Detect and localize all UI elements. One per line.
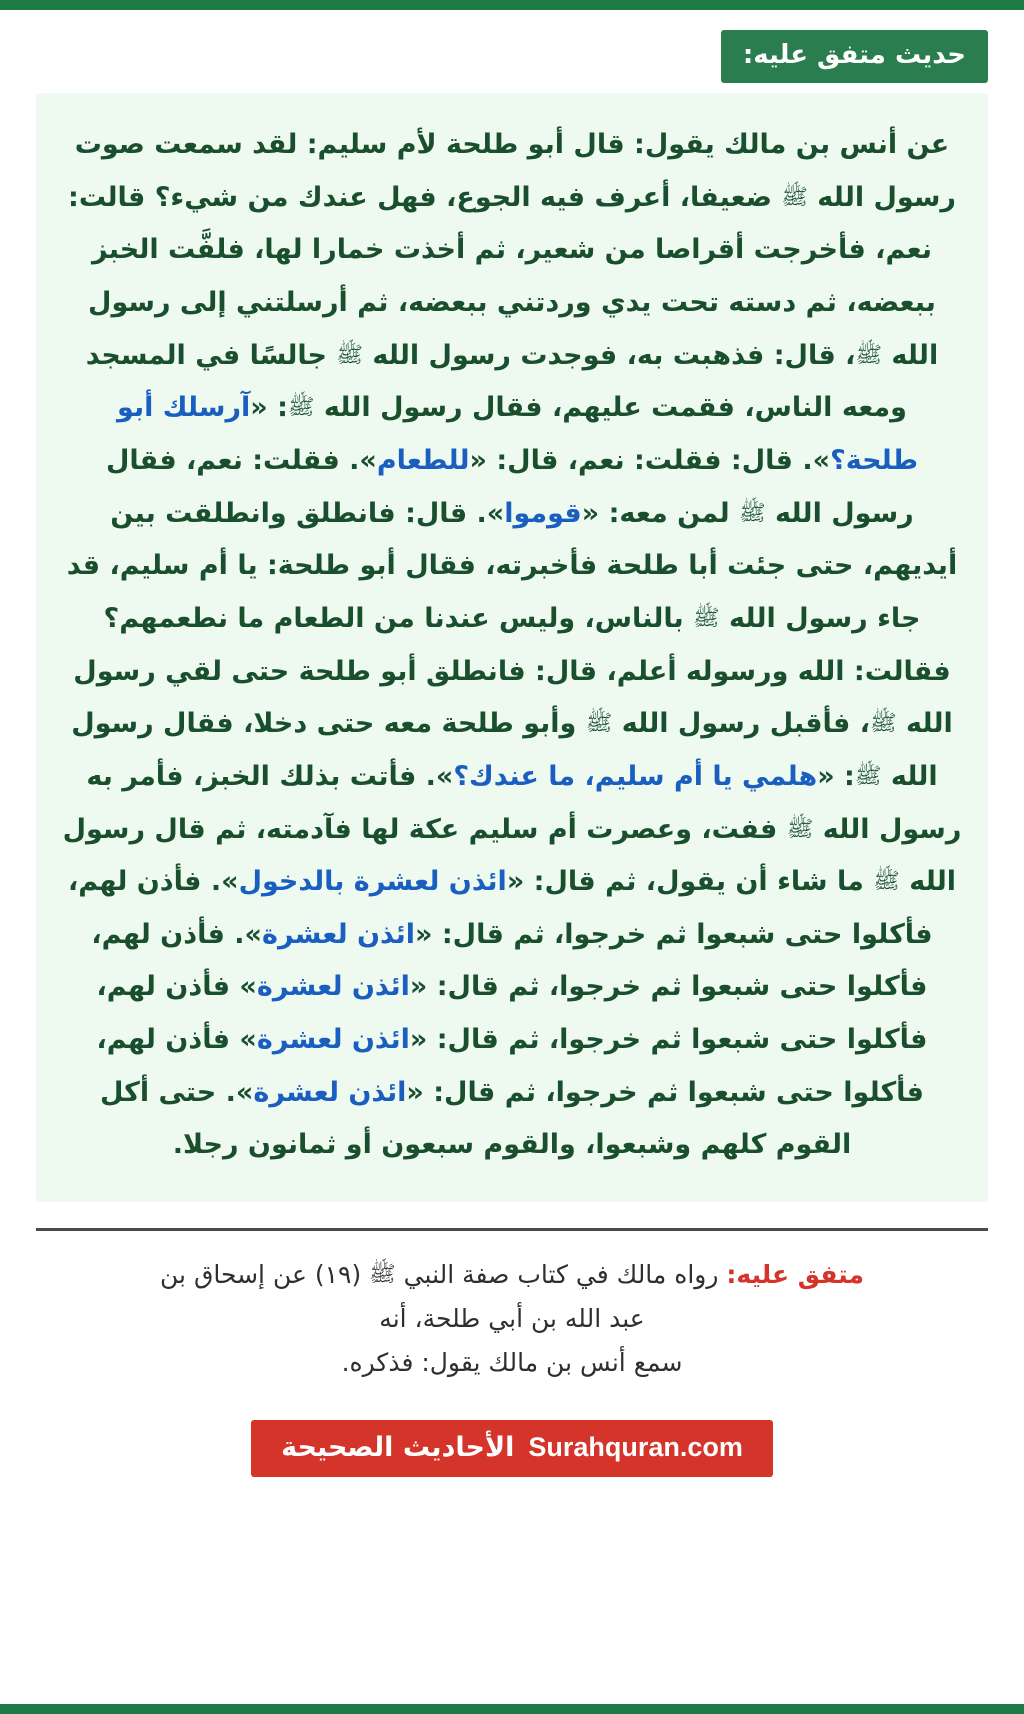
hadith-text-run: ». حتى أكل القوم كلهم وشبعوا، والقوم سبعون أو ثمانون رجلا.	[100, 1076, 852, 1161]
salla-icon: ﷺ	[287, 395, 315, 421]
site-footer-badge[interactable]	[251, 1420, 773, 1477]
salla-icon: ﷺ	[873, 869, 900, 895]
salla-icon: ﷺ	[739, 500, 766, 526]
hadith-text-run: ». فأذن لهم، فأكلوا حتى شبعوا ثم خرجوا، ثم قال: «	[91, 918, 928, 1003]
hadith-text-run: ». فقلت: نعم، فقال رسول الله	[105, 445, 914, 529]
attribution-text-b: (١٩) عن إسحاق بن	[160, 1260, 370, 1289]
attribution-block	[36, 1253, 988, 1384]
hadith-text-run: ». فأذن لهم، فأكلوا حتى شبعوا ثم خرجوا، ثم قال: «	[67, 866, 933, 950]
site-name[interactable]: Surahquran.com	[528, 1432, 743, 1463]
hadith-text-run: جالسًا في المسجد ومعه الناس، فقمت عليهم، فقال رسول الله	[85, 339, 907, 424]
salla-icon: ﷺ	[585, 711, 613, 737]
hadith-text-run: لمن معه: «	[581, 497, 740, 529]
salla-icon: ﷺ	[870, 711, 897, 737]
hadith-quote-highlight: هلمي يا أم سليم، ما عندك؟	[453, 760, 818, 792]
salla-icon: ﷺ	[693, 605, 720, 631]
hadith-text-card	[36, 93, 988, 1202]
hadith-quote-highlight: للطعام	[376, 445, 470, 477]
attribution-line-2: عبد الله بن أبي طلحة، أنه	[379, 1303, 645, 1333]
page-container	[0, 30, 1024, 1477]
hadith-text-run: عن أنس بن مالك يقول: قال أبو طلحة لأم سليم: لقد سمعت صوت رسول الله	[74, 129, 956, 213]
hadith-text-run: ». قال: فقلت: نعم، قال: «	[469, 445, 831, 477]
hadith-text-run: وأبو طلحة معه حتى دخلا، فقال رسول الله	[71, 708, 938, 792]
section-divider	[36, 1228, 988, 1231]
hadith-quote-highlight: ائذن لعشرة	[256, 1024, 410, 1056]
hadith-text-run: ضعيفا، أعرف فيه الجوع، فهل عندك من شيء؟ قالت: نعم، فأخرجت أقراصا من شعير، ثم أخذت خمارا لها، فلفَّت الخبز ببعضه، ثم دسته تحت يدي وردتني ببعضه، ثم أرسلتني إلى رسول الله	[68, 181, 939, 371]
footer-label: الأحاديث الصحيحة	[281, 1432, 515, 1464]
salla-icon: ﷺ	[855, 342, 883, 368]
hadith-quote-highlight: قوموا	[504, 497, 582, 529]
header-row	[36, 30, 988, 83]
hadith-quote-highlight: ائذن لعشرة	[262, 918, 416, 950]
attribution-label: متفق عليه:	[726, 1260, 864, 1289]
attribution-text-a: رواه مالك في كتاب صفة النبي	[395, 1260, 727, 1289]
bottom-accent-bar	[0, 1704, 1024, 1714]
salla-icon: ﷺ	[369, 1262, 396, 1287]
hadith-text-run: بالناس، وليس عندنا من الطعام ما نطعمهم؟ فقالت: الله ورسوله أعلم، قال: فانطلق أبو طلحة حتى لقي رسول الله	[73, 602, 953, 740]
hadith-quote-highlight: ائذن لعشرة بالدخول	[238, 866, 507, 898]
top-accent-bar	[0, 0, 1024, 10]
hadith-body	[63, 129, 962, 1160]
hadith-text-run: » فأذن لهم، فأكلوا حتى شبعوا ثم خرجوا، ثم قال: «	[96, 971, 928, 1056]
hadith-quote-highlight: ائذن لعشرة	[256, 971, 410, 1003]
footer-row	[36, 1420, 988, 1477]
hadith-type-badge: حديث متفق عليه:	[721, 30, 988, 83]
hadith-text-run: ». فأتت بذلك الخبز، فأمر به رسول الله	[86, 760, 962, 845]
salla-icon: ﷺ	[786, 816, 814, 842]
hadith-text-run: ففت، وعصرت أم سليم عكة لها فآدمته، ثم قال رسول الله	[62, 813, 957, 898]
hadith-text-run: ، قال: فذهبت به، فوجدت رسول الله	[362, 339, 856, 371]
hadith-text-run: » فأذن لهم، فأكلوا حتى شبعوا ثم خرجوا، ثم قال: «	[96, 1024, 924, 1108]
hadith-text-run: ». قال: فانطلق وانطلقت بين أيديهم، حتى جئت أبا طلحة فأخبرته، فقال أبو طلحة: يا أم سليم، قد جاء رسول الله	[66, 497, 958, 634]
hadith-quote-highlight: آرسلك أبو طلحة؟	[117, 392, 919, 477]
salla-icon: ﷺ	[854, 763, 882, 789]
attribution-line-3: سمع أنس بن مالك يقول: فذكره.	[341, 1347, 683, 1377]
hadith-text-run: ما شاء أن يقول، ثم قال: «	[506, 866, 874, 898]
salla-icon: ﷺ	[781, 184, 808, 210]
hadith-quote-highlight: ائذن لعشرة	[253, 1076, 407, 1108]
hadith-text-run: : «	[250, 392, 288, 424]
attribution-line-1	[42, 1253, 982, 1297]
salla-icon: ﷺ	[336, 342, 363, 368]
hadith-text-run: ، فأقبل رسول الله	[612, 708, 871, 740]
hadith-text-run: : «	[817, 760, 855, 792]
